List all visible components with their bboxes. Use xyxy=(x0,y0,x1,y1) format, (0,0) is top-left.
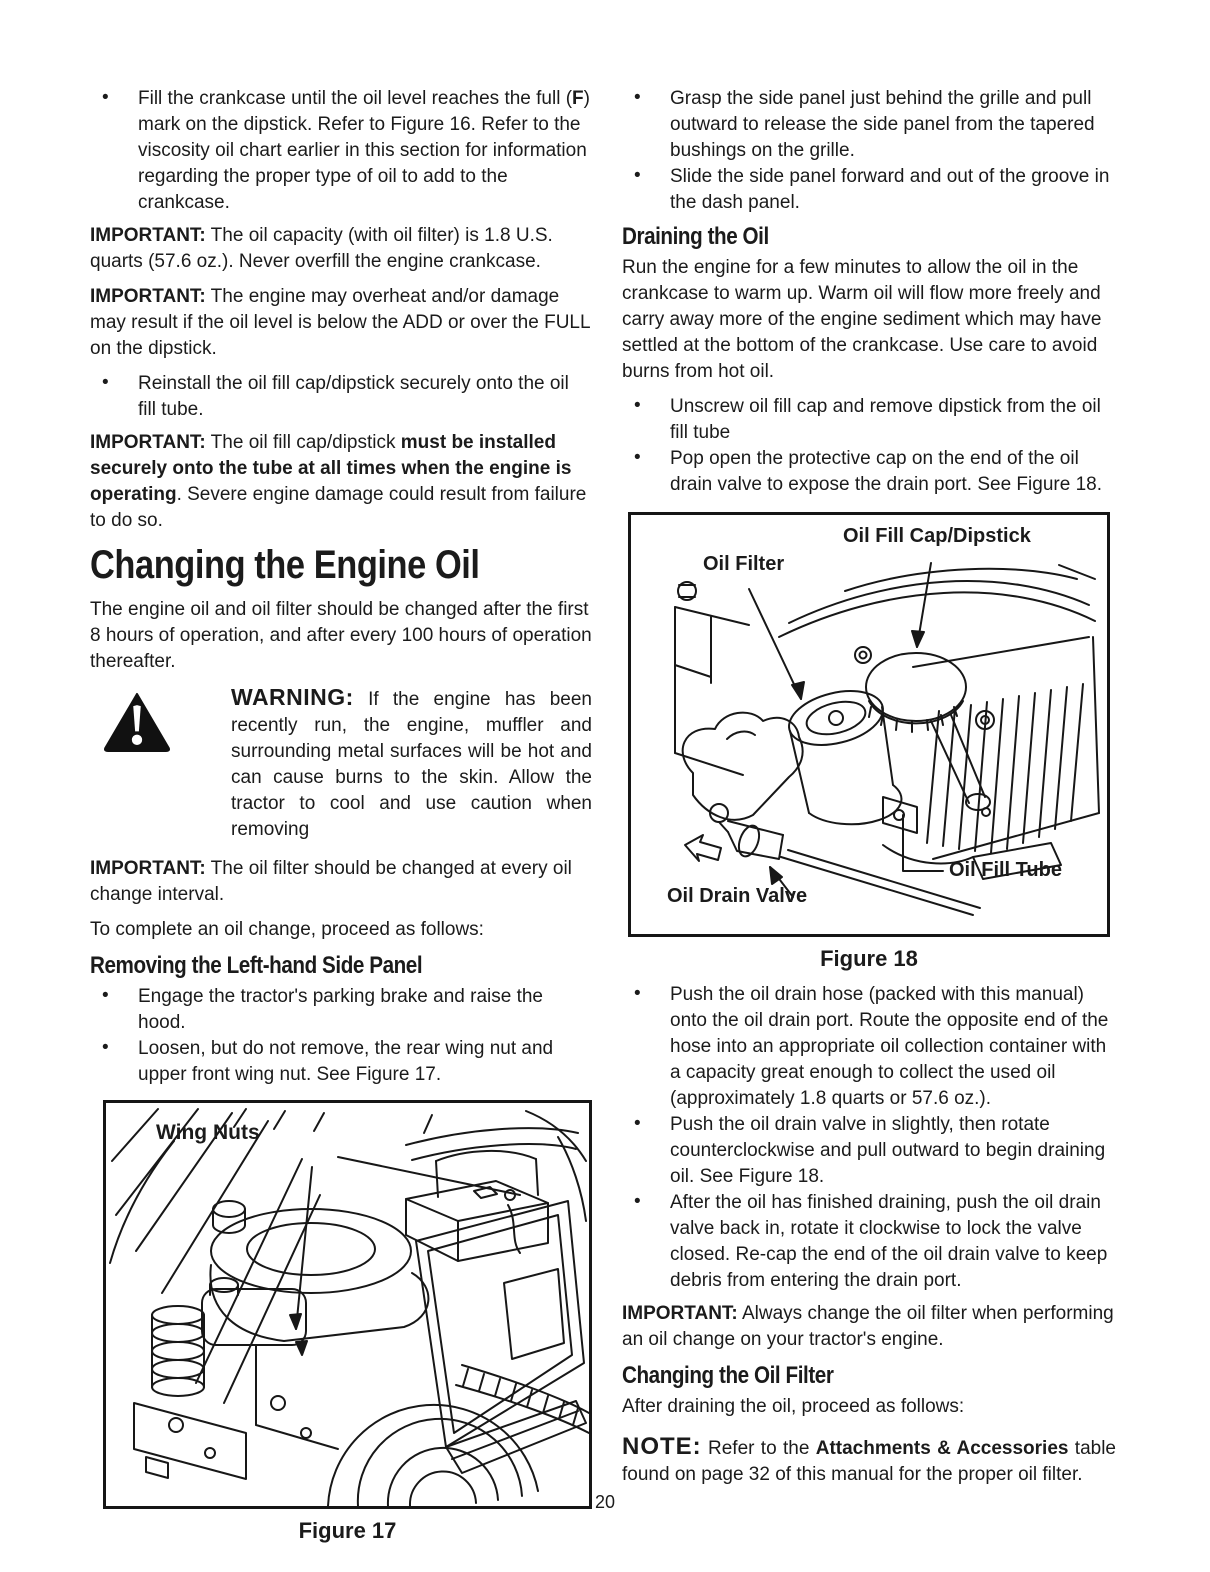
bullet-marker: • xyxy=(634,983,641,1004)
bullet-marker: • xyxy=(634,395,641,416)
subsection-heading xyxy=(622,1362,1116,1390)
figure-18-caption: Figure 18 xyxy=(820,946,918,971)
bullet-list xyxy=(90,371,592,423)
bullet-item xyxy=(622,982,1116,1112)
bullet-marker: • xyxy=(102,87,109,108)
important-note: IMPORTANT: Always change the oil filter when performing an oil change on your tractor's engine. xyxy=(622,1303,1114,1350)
bullet-text: Push the oil drain valve in slightly, then rotate counterclockwise and pull outward to begin draining oil. See Figure 18. xyxy=(670,1114,1106,1187)
bullet-item xyxy=(622,394,1116,446)
bullet-text: Loosen, but do not remove, the rear wing nut and upper front wing nut. See Figure 17. xyxy=(138,1038,554,1085)
bullet-item xyxy=(622,86,1116,164)
bullet-list xyxy=(622,86,1116,216)
bullet-list xyxy=(90,984,592,1088)
bullet-text: Push the oil drain hose (packed with this manual) onto the oil drain port. Route the opposite end of the hose into an appropriate oil collection container with a capacity great enough to collect the used oil (approximately 1.8 quarts or 57.6 oz.). xyxy=(670,984,1109,1109)
left-column xyxy=(90,86,592,1554)
oil-filter-label: Oil Filter xyxy=(703,553,785,575)
page-number: 20 xyxy=(594,1492,616,1512)
note-label: NOTE: xyxy=(622,1433,702,1460)
proceed-paragraph: To complete an oil change, proceed as follows: xyxy=(90,919,484,940)
bullet-list xyxy=(622,394,1116,498)
bullet-item xyxy=(90,1036,592,1088)
bullet-item xyxy=(90,371,592,423)
important-note: IMPORTANT: The oil fill cap/dipstick must be installed securely onto the tube at all times when the engine is operating. Severe engine damage could result from failure to do so. xyxy=(90,432,587,531)
figure-17 xyxy=(103,1100,592,1544)
bullet-text: Grasp the side panel just behind the grille and pull outward to release the side panel from the tapered bushings on the grille. xyxy=(670,88,1095,161)
bullet-text: Engage the tractor's parking brake and raise the hood. xyxy=(138,986,543,1033)
subsection-heading-text: Removing the Left-hand Side Panel xyxy=(90,952,423,979)
warning-triangle-icon xyxy=(103,692,171,843)
bullet-marker: • xyxy=(102,985,109,1006)
bullet-text: Unscrew oil fill cap and remove dipstick from the oil fill tube xyxy=(670,396,1101,443)
bullet-list xyxy=(622,982,1116,1294)
bullet-item xyxy=(622,1112,1116,1190)
bullet-text: Pop open the protective cap on the end of the oil drain valve to expose the drain port. See Figure 18. xyxy=(670,448,1102,495)
section-title-text: Changing the Engine Oil xyxy=(90,543,480,587)
subsection-heading-text: Changing the Oil Filter xyxy=(622,1362,834,1389)
oil-drain-valve-label: Oil Drain Valve xyxy=(667,885,808,907)
oil-fill-cap-dipstick-label: Oil Fill Cap/Dipstick xyxy=(843,525,1031,547)
bullet-text: Slide the side panel forward and out of the groove in the dash panel. xyxy=(670,166,1110,213)
bullet-item xyxy=(90,984,592,1036)
drain-paragraph: Run the engine for a few minutes to allow the oil in the crankcase to warm up. Warm oil will flow more freely and carry away more of the engine sediment which may have settled at the bottom of the crankcase. Use care to avoid burns from hot oil. xyxy=(622,257,1102,382)
intro-paragraph: The engine oil and oil filter should be changed after the first 8 hours of operation, and after every 100 hours of operation thereafter. xyxy=(90,599,592,672)
bullet-marker: • xyxy=(634,1113,641,1134)
note-paragraph xyxy=(622,1434,1116,1488)
warning-text xyxy=(231,684,592,843)
subsection-heading xyxy=(90,952,592,980)
figure-17-line-art xyxy=(106,1103,589,1506)
wing-nuts-label: Wing Nuts xyxy=(156,1121,260,1144)
warning-block xyxy=(90,684,592,843)
subsection-heading xyxy=(622,223,1116,251)
bullet-text: Fill the crankcase until the oil level reaches the full (F) mark on the dipstick. Refer to Figure 16. Refer to the viscosity oil chart earlier in this section for information regarding the proper type of oil to add to the crankcase. xyxy=(138,88,590,213)
important-note: IMPORTANT: The oil capacity (with oil filter) is 1.8 U.S. quarts (57.6 oz.). Never overfill the engine crankcase. xyxy=(90,225,553,272)
figure-17-frame xyxy=(103,1100,592,1509)
warning-body: If the engine has been recently run, the engine, muffler and surrounding metal surfaces will be hot and can cause burns to the skin. Allow the tractor to cool and use caution when removing xyxy=(231,689,592,840)
bullet-item xyxy=(622,446,1116,498)
bullet-marker: • xyxy=(634,87,641,108)
bullet-item xyxy=(90,86,592,216)
bullet-marker: • xyxy=(634,447,641,468)
filter-paragraph: After draining the oil, proceed as follows: xyxy=(622,1396,965,1417)
bullet-list xyxy=(90,86,592,216)
bullet-marker: • xyxy=(634,165,641,186)
subsection-heading-text: Draining the Oil xyxy=(622,223,769,250)
oil-fill-tube-label: Oil Fill Tube xyxy=(949,859,1062,881)
bullet-text: After the oil has finished draining, push the oil drain valve back in, rotate it clockwise to lock the valve closed. Re-cap the end of the oil drain valve to keep debris from entering the drain port. xyxy=(670,1192,1108,1291)
bullet-marker: • xyxy=(634,1191,641,1212)
bullet-marker: • xyxy=(102,372,109,393)
note-body: Refer to the Attachments & Accessories table found on page 32 of this manual for the proper oil filter. xyxy=(622,1438,1117,1485)
figure-18-frame xyxy=(628,512,1110,937)
warning-label: WARNING: xyxy=(231,684,354,710)
bullet-item xyxy=(622,164,1116,216)
section-title xyxy=(90,543,592,587)
bullet-marker: • xyxy=(102,1037,109,1058)
important-note: IMPORTANT: The oil filter should be changed at every oil change interval. xyxy=(90,858,572,905)
bullet-text: Reinstall the oil fill cap/dipstick securely onto the oil fill tube. xyxy=(138,373,569,420)
right-column xyxy=(622,86,1116,1497)
bullet-item xyxy=(622,1190,1116,1294)
figure-18 xyxy=(628,512,1110,972)
important-note: IMPORTANT: The engine may overheat and/or damage may result if the oil level is below the ADD or over the FULL on the dipstick. xyxy=(90,286,590,359)
figure-17-caption: Figure 17 xyxy=(298,1518,397,1543)
